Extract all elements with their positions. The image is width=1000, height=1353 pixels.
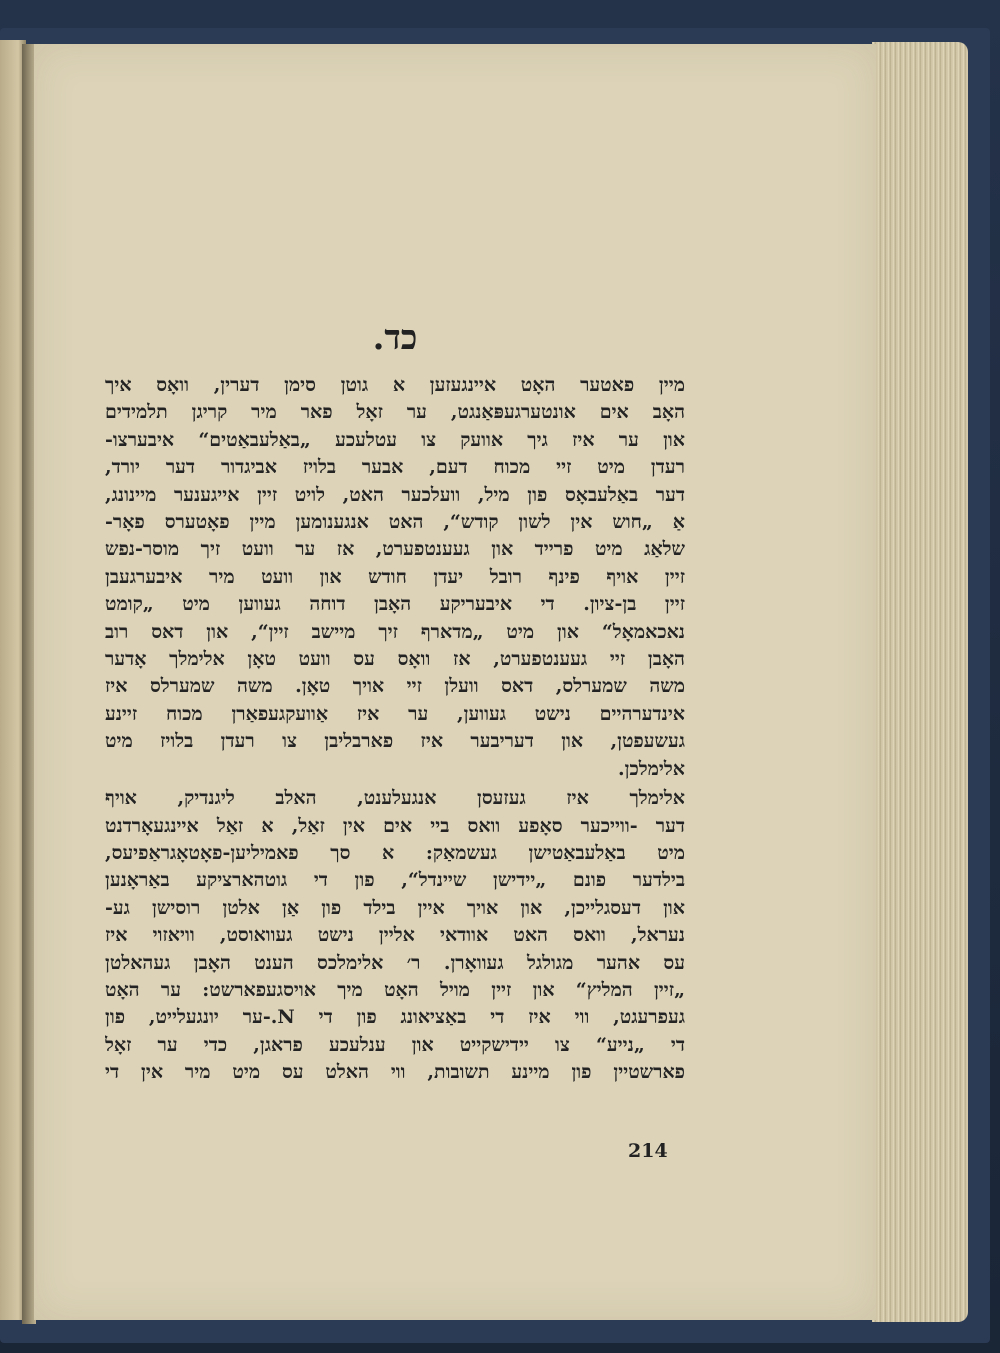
text-line: האָב אים אונטערגעפּאַנגט, ער זאָל פאר מיר קריגן תלמידים [105,401,685,424]
page-stack-edge [872,42,968,1322]
text-line: רעדן מיט זיי מכוח דעם, אבער בלויז אביגדור דער יורד, [105,456,685,479]
chapter-heading: כד. [372,318,418,358]
text-line: אינדערהיים נישט געווען, ער איז אַוועקגעפאַרן מכוח זיינע [105,702,685,725]
text-line: אַ „חוש אין לשון קודש“, האט אנגענומען מיין פאָטערס פאָר- [105,511,685,534]
text-line: און ער איז גיך אוועק צו עטלעכע „באַלעבאַטים“ איבערצו- [105,428,685,451]
page-number: 214 [628,1140,668,1162]
text-line: „זיין המליץ“ און זיין מויל האָט מיך אויסגעפארשט: ער האָט [105,978,685,1001]
text-line: האָבן זיי געענטפערט, אז וואָס עס וועט טאָן אלימלך אָדער [105,648,685,671]
paragraph [105,372,685,783]
text-line: נעראל, וואס האט אוודאי אליין נישט געוואוסט, וויאזוי איז [105,924,685,947]
text-line: פארשטיין פון מיינע תשובות, ווי האלט עס מיט מיר אין די [105,1061,685,1084]
text-line: עס אהער מגולגל געוואָרן. ר׳ אלימלכס הענט האָבן געהאלטן [105,951,685,974]
text-line: געשעפטן, און דעריבער איז פארבליבן צו רעדן בלויז מיט [105,730,685,753]
text-line: די „נייע“ צו יידישקייט און ענלעכע פראגן, כדי ער זאָל [105,1033,685,1056]
paragraph [105,785,685,1086]
text-line: דער באַלעבאָס פון מיל, וועלכער האט, לויט זיין אייגענער מיינונג, [105,483,685,506]
text-line: בילדער פונם „יידישן שיינדל“, פון די גוטהארציקע באַראָנען [105,869,685,892]
text-line: זיין אויף פינף רובל יעדן חודש און וועט מיר איבערגעבן [105,565,685,588]
text-line: מיין פאטער האָט איינגעזען א גוטן סימן דערין, וואָס איך [105,374,685,396]
text-line: געפרעגט, ווי איז די באַציאונג פון די N.-ער יונגעלייט, פון [105,1006,685,1029]
text-line: נאכאמאָל“ און מיט „מדארף זיך מיישב זיין“, און דאס רוב [105,620,685,643]
text-line: אלימלך איז געזעסן אנגעלענט, האלב ליגנדיק, אויף [105,787,685,810]
text-line: משה שמערלס, דאס וועלן זיי אויך טאָן. משה שמערלס איז [105,675,685,698]
text-line: מיט באַלעבאַטישן געשמאַק: א סך פאמיליען-פאָטאָגראַפיעס, [105,841,685,864]
body-text [105,372,685,1087]
text-line: אלימלכן. [618,757,685,780]
text-line: דער -ווייכער סאָפע וואס ביי אים אין זאַל, א זאַל איינגעאָרדנט [105,814,685,837]
text-line: זיין בן-ציון. די איבעריקע האָבן דוחה געווען מיט „קומט [105,593,685,616]
text-line: און דעסגלייכן, און אויך איין בילד פון אַן אלטן רוסישן גע- [105,896,685,919]
text-line: שלאַג מיט פרייד און געענטפערט, אז ער וועט זיך מוסר-נפש [105,538,685,561]
